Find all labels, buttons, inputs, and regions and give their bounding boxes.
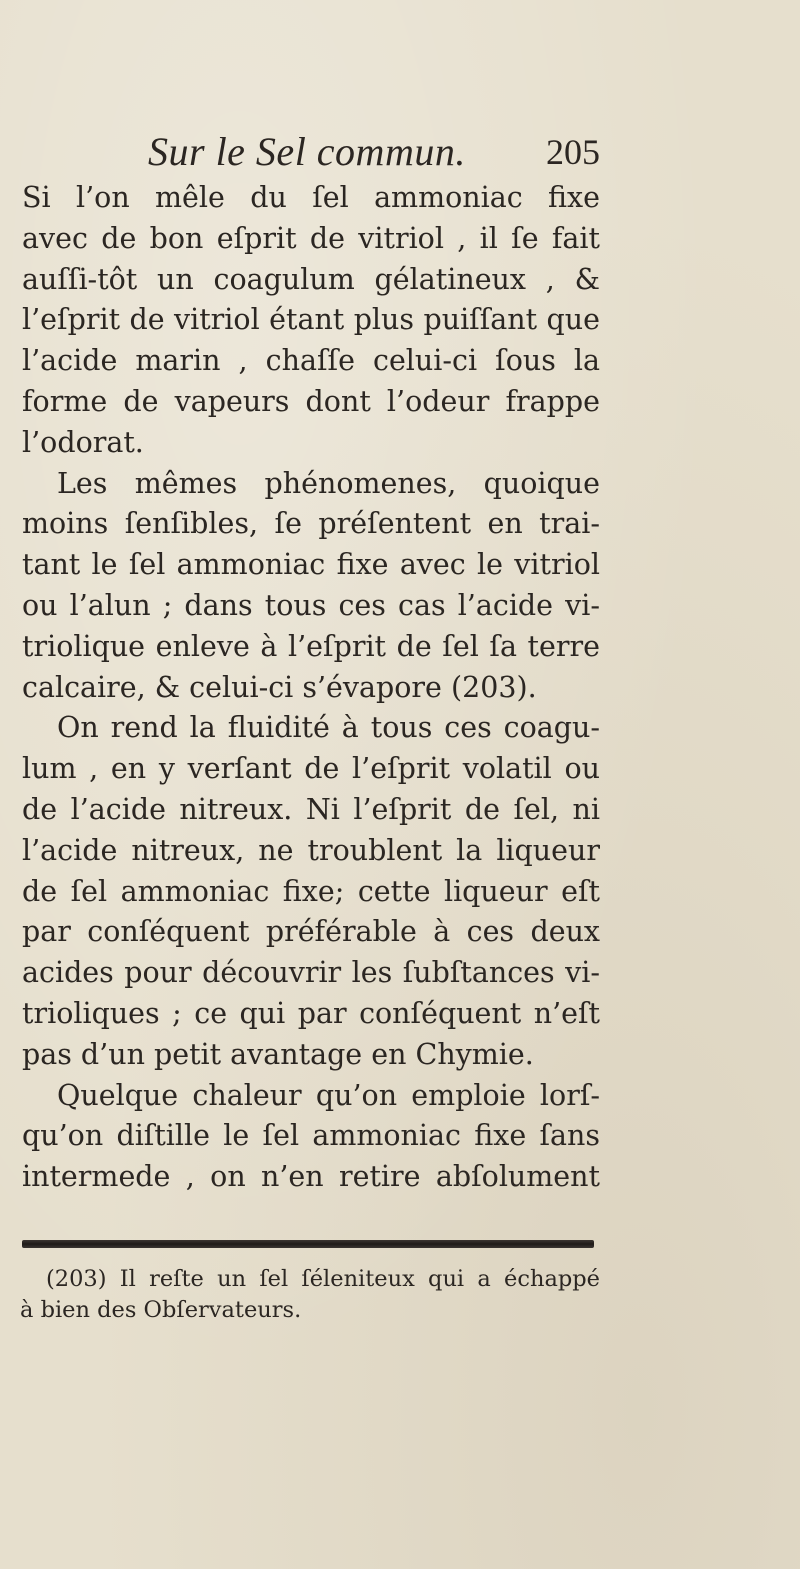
paragraph-start-line: On rend la fluidité à tous ces coagu-: [57, 711, 600, 745]
text-line: auſſi-tôt un coagulum gélatineux , &: [22, 262, 600, 296]
body-text: [22, 178, 600, 1198]
page-number: 205: [546, 132, 600, 172]
text-line: pas d’un petit avantage en Chymie.: [22, 1037, 534, 1071]
text-line: de ſel ammoniac fixe; cette liqueur eſt: [22, 874, 600, 908]
text-line: ou l’alun ; dans tous ces cas l’acide vi-: [22, 588, 600, 622]
footnote-line: (203) Il reſte un ſel ſéleniteux qui a échappé: [46, 1266, 600, 1292]
text-line: l’acide marin , chaſſe celui-ci ſous la: [22, 344, 600, 378]
text-line: lum , en y verſant de l’eſprit volatil ou: [22, 752, 600, 786]
text-line: Si l’on mêle du ſel ammoniac fixe: [22, 181, 600, 214]
text-line: calcaire, & celui-ci s’évapore (203).: [22, 670, 537, 704]
text-line: l’eſprit de vitriol étant plus puiſſant que: [22, 303, 600, 337]
text-line: l’odorat.: [22, 425, 144, 459]
text-line: triolique enleve à l’eſprit de ſel ſa terre: [22, 629, 600, 663]
text-line: qu’on diſtille le ſel ammoniac fixe ſans: [22, 1119, 600, 1153]
paragraph-start-line: Les mêmes phénomenes, quoique: [57, 466, 600, 500]
text-line: trioliques ; ce qui par conſéquent n’eſt: [22, 996, 600, 1030]
text-line: avec de bon eſprit de vitriol , il ſe fait: [22, 221, 600, 255]
footnote: [20, 1264, 600, 1326]
footnote-divider-rule: [22, 1240, 594, 1248]
paragraph-start-line: Quelque chaleur qu’on emploie lorſ-: [57, 1078, 600, 1112]
running-head: Sur le Sel commun.: [148, 129, 466, 174]
text-line: moins ſenſibles, ſe préſentent en trai-: [22, 507, 600, 541]
text-line: tant le ſel ammoniac fixe avec le vitriol: [22, 548, 600, 582]
text-line: intermede , on n’en retire abſolument: [22, 1160, 600, 1194]
text-line: acides pour découvrir les ſubſtances vi-: [22, 956, 600, 990]
text-line: l’acide nitreux, ne troublent la liqueur: [22, 833, 600, 867]
text-line: par conſéquent préférable à ces deux: [22, 915, 600, 949]
text-line: forme de vapeurs dont l’odeur frappe: [22, 384, 600, 418]
text-line: de l’acide nitreux. Ni l’eſprit de ſel, ni: [22, 792, 600, 826]
footnote-line: à bien des Obſervateurs.: [20, 1297, 302, 1323]
page-header: [22, 126, 600, 178]
